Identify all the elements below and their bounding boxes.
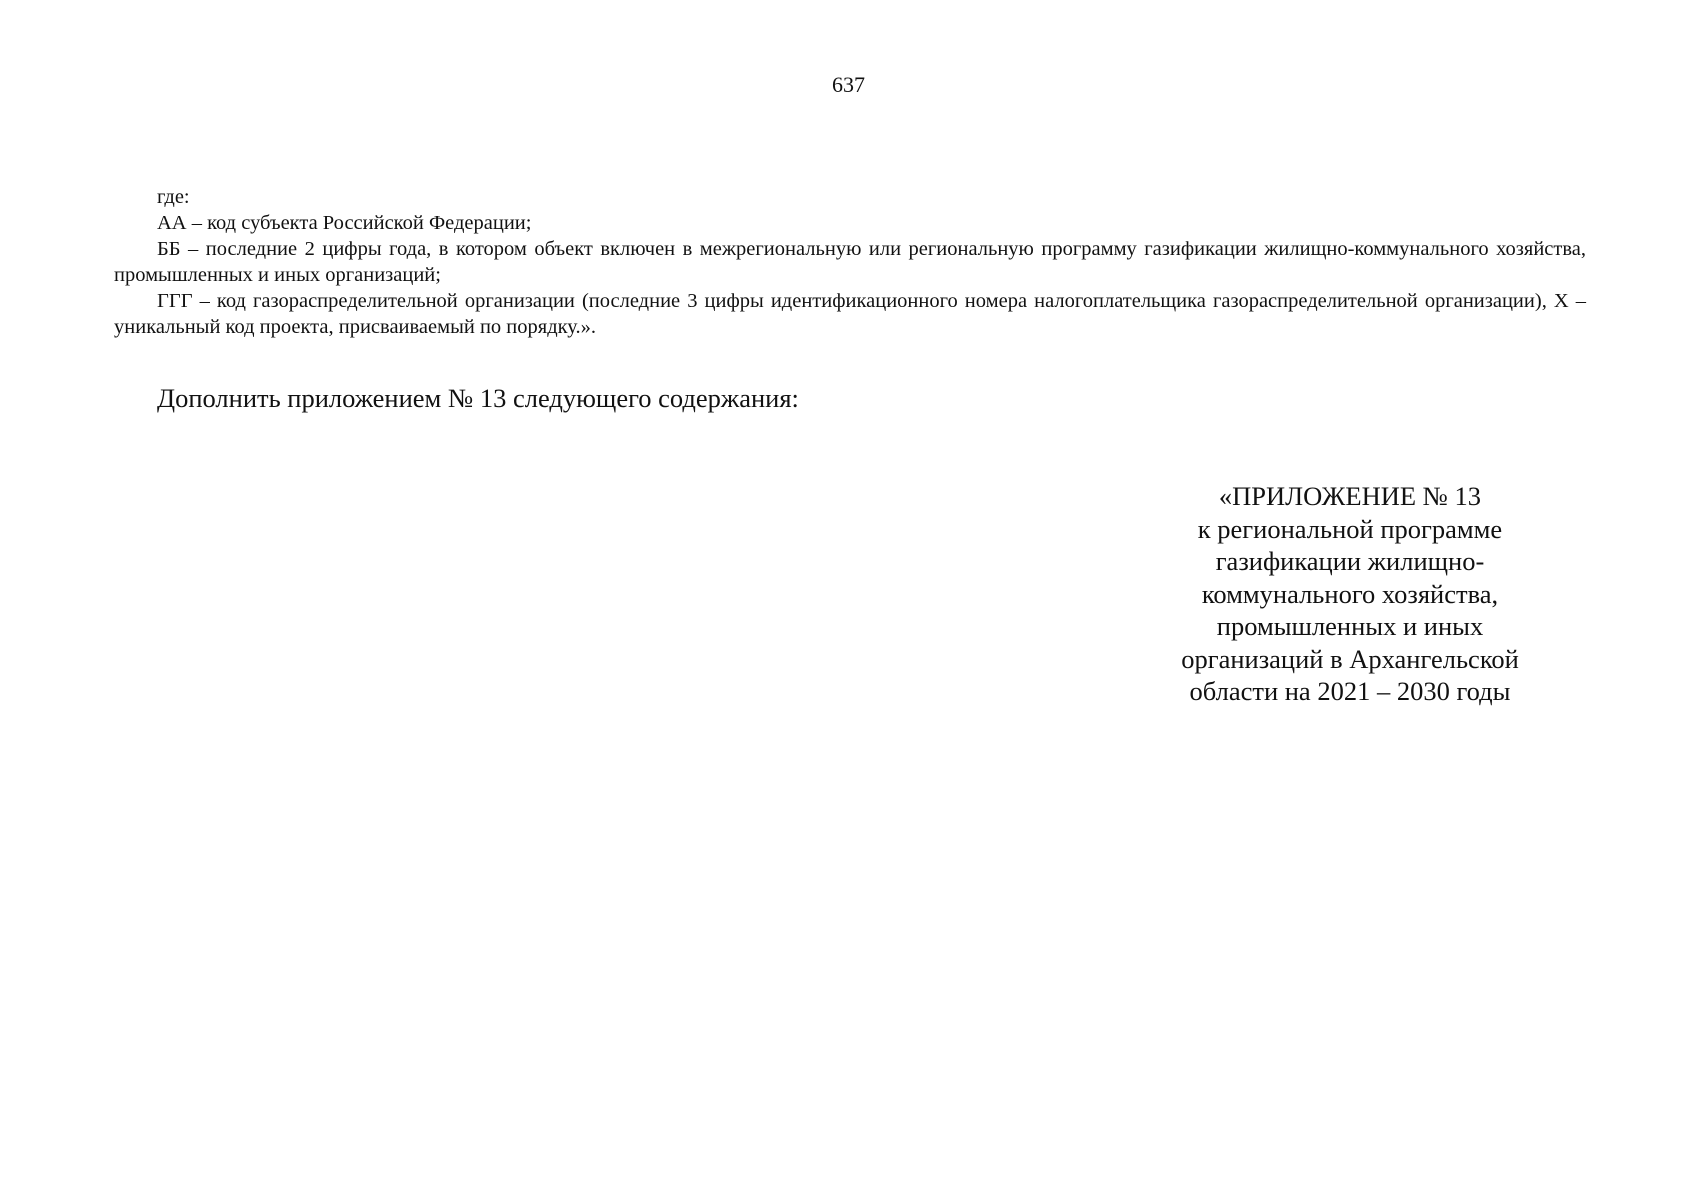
definition-item-bb: ББ – последние 2 цифры года, в котором объект включен в межрегиональную или региональную программу газификации жилищно-коммунального хозяйства, промышленных и иных организаций;: [114, 238, 1586, 286]
appendix-heading-line: газификации жилищно-: [1215, 546, 1485, 576]
appendix-heading-line: организаций в Архангельской: [1181, 643, 1519, 674]
appendix-heading-line: коммунального хозяйства,: [1201, 578, 1499, 609]
appendix-heading-line: «ПРИЛОЖЕНИЕ № 13: [1218, 481, 1482, 511]
appendix-heading-line: области на 2021 – 2030 годы: [1189, 676, 1511, 706]
instruction-text: Дополнить приложением № 13 следующего содержания:: [157, 383, 799, 413]
appendix-heading-line: промышленных и иных: [1216, 611, 1484, 641]
definition-item-aa: АА – код субъекта Российской Федерации;: [157, 212, 532, 234]
definition-item-ggg: ГГГ – код газораспределительной организации (последние 3 цифры идентификационного номера налогоплательщика газораспределительной организации), Х – уникальный код проекта, присваиваемый по порядку.».: [114, 290, 1586, 338]
definitions-intro: где:: [157, 186, 190, 208]
page-number: 637: [832, 72, 865, 97]
appendix-heading: [1145, 480, 1555, 708]
definitions-block: [114, 184, 1586, 340]
appendix-heading-line: к региональной программе: [1197, 513, 1503, 544]
